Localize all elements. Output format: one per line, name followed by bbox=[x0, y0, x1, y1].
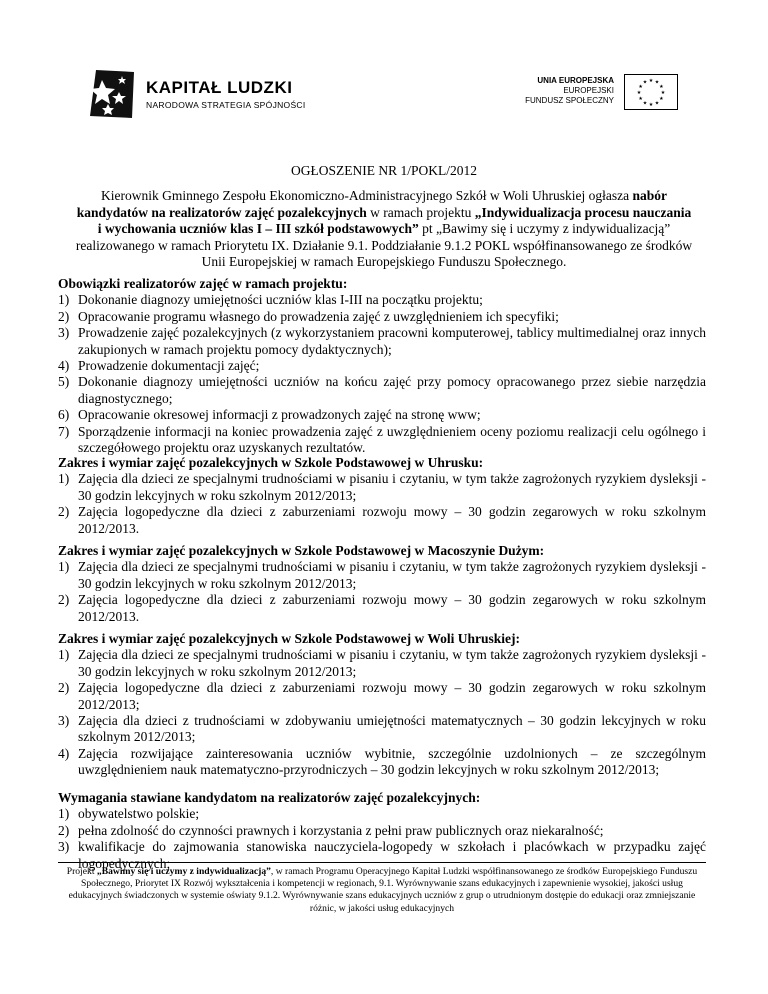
list-item bbox=[58, 647, 706, 680]
svg-text:★: ★ bbox=[659, 96, 664, 102]
list-number: 2) bbox=[58, 680, 70, 696]
list-text: Dokonanie diagnozy umiejętności uczniów klas I-III na początku projektu; bbox=[78, 292, 483, 308]
list-item bbox=[58, 746, 706, 779]
list-item bbox=[58, 471, 706, 504]
svg-text:★: ★ bbox=[642, 100, 648, 107]
intro-text-3: pt „Bawimy się i uczymy z indywidualizacją” realizowanego w ramach Priorytetu IX. Działanie 9.1. Poddziałanie 9.1.2 POKL współfinansowanego ze środków Unii Europejskiej w ramach Europejskiego Funduszu Społecznego. bbox=[75, 221, 693, 269]
section-heading: Wymagania stawiane kandydatom na realizatorów zajęć pozalekcyjnych: bbox=[58, 790, 481, 805]
footer-divider bbox=[58, 862, 706, 863]
svg-text:★: ★ bbox=[654, 100, 660, 107]
list-text: Zajęcia logopedyczne dla dzieci z zaburzeniami rozwoju mowy – 30 godzin zegarowych w roku szkolnym 2012/2013; bbox=[78, 680, 706, 712]
list-text: Opracowanie okresowej informacji z prowadzonych zajęć na stronę www; bbox=[78, 407, 481, 423]
list-number: 2) bbox=[58, 504, 70, 520]
list-number: 5) bbox=[58, 374, 70, 390]
list-text: pełna zdolność do czynności prawnych i korzystania z pełni praw publicznych oraz niekaralność; bbox=[78, 822, 604, 838]
list-number: 6) bbox=[58, 407, 70, 423]
eu-logo-text bbox=[525, 76, 614, 106]
footer-text-2: , w ramach Programu Operacyjnego Kapitał Ludzki współfinansowanego ze środków Europejskiego Funduszu Społecznego, Priorytet IX Rozwój wykształcenia i kompetencji w regionach, 9.1. Wyrównywanie szans edukacyjnych i zapewnienie wysokiej, jakości usług edukacyjnych świadczonych w systemie oświaty 9.1.2. Wyrównywanie szans edukacyjnych uczniów z grup o utrudnionym dostępie do edukacji oraz zmniejszanie różnic, w jakości usług edukacyjnych bbox=[68, 866, 698, 914]
list-item bbox=[58, 713, 706, 746]
intro-bold-2: „Indywidualizacja procesu nauczania i wychowania uczniów klas I – III szkół podstawowych” bbox=[97, 204, 692, 236]
list-item bbox=[58, 680, 706, 713]
list-number: 1) bbox=[58, 471, 70, 487]
svg-text:★: ★ bbox=[654, 79, 660, 86]
svg-text:★: ★ bbox=[638, 84, 643, 90]
list-number: 1) bbox=[58, 647, 70, 663]
list-item bbox=[58, 292, 706, 308]
list-number: 3) bbox=[58, 713, 70, 729]
section-requirements bbox=[58, 790, 706, 872]
list-number: 3) bbox=[58, 839, 70, 855]
svg-text:★: ★ bbox=[642, 79, 648, 86]
svg-text:★: ★ bbox=[638, 96, 643, 102]
list-number: 1) bbox=[58, 806, 70, 822]
list-text: obywatelstwo polskie; bbox=[78, 806, 200, 822]
intro-paragraph bbox=[74, 188, 694, 271]
list-item bbox=[58, 823, 706, 839]
list-item bbox=[58, 559, 706, 592]
eu-logo bbox=[508, 74, 678, 114]
intro-text-1: Kierownik Gminnego Zespołu Ekonomiczno-Administracyjnego Szkół w Woli Uhruskiej ogłasza bbox=[101, 188, 633, 203]
svg-text:★: ★ bbox=[648, 102, 654, 108]
list-number: 2) bbox=[58, 822, 70, 838]
kapital-ludzki-emblem-icon bbox=[86, 66, 138, 122]
wola-uhruska-list bbox=[58, 647, 706, 778]
svg-text:★: ★ bbox=[660, 90, 666, 96]
list-text: Zajęcia rozwijające zainteresowania uczniów wybitnie, szczególnie uzdolnionych – ze szczególnym uwzględnieniem nauk matematyczno-przyrodniczych – 30 godzin lekcyjnych w roku szkolnym 2012/2013; bbox=[78, 745, 706, 778]
list-item bbox=[58, 806, 706, 822]
list-text: Zajęcia dla dzieci ze specjalnymi trudnościami w pisaniu i czytaniu, w tym także zagrożonych ryzykiem dysleksji - 30 godzin lekcyjnych w roku szkolnym 2012/2013; bbox=[78, 647, 706, 679]
list-number: 2) bbox=[58, 592, 70, 608]
list-item bbox=[58, 325, 706, 358]
list-number: 2) bbox=[58, 308, 70, 324]
kapital-ludzki-title: KAPITAŁ LUDZKI bbox=[146, 78, 293, 97]
section-wola-uhruska bbox=[58, 631, 706, 779]
section-duties bbox=[58, 276, 706, 456]
list-text: Prowadzenie zajęć pozalekcyjnych (z wykorzystaniem pracowni komputerowej, tablicy multimedialnej oraz innych zakupionych w ramach projektu pomocy dydaktycznych); bbox=[78, 325, 706, 357]
list-text: Opracowanie programu własnego do prowadzenia zajęć z uwzględnieniem ich specyfiki; bbox=[78, 308, 559, 324]
list-item bbox=[58, 407, 706, 423]
list-text: Sporządzenie informacji na koniec prowadzenia zajęć z uwzględnieniem oceny poziomu realizacji celu ogólnego i szczegółowego projektu oraz uzyskanych rezultatów. bbox=[78, 423, 706, 456]
list-number: 3) bbox=[58, 325, 70, 341]
eu-logo-line3: FUNDUSZ SPOŁECZNY bbox=[525, 96, 614, 105]
list-item bbox=[58, 424, 706, 457]
footer-text-1: Projekt bbox=[66, 866, 97, 877]
list-number: 7) bbox=[58, 423, 70, 439]
list-item bbox=[58, 309, 706, 325]
list-text: Zajęcia logopedyczne dla dzieci z zaburzeniami rozwoju mowy – 30 godzin zegarowych w roku szkolnym 2012/2013. bbox=[78, 592, 706, 624]
list-number: 1) bbox=[58, 292, 70, 308]
section-heading: Zakres i wymiar zajęć pozalekcyjnych w Szkole Podstawowej w Macoszynie Dużym: bbox=[58, 543, 545, 558]
eu-logo-line2: EUROPEJSKI bbox=[563, 86, 614, 95]
list-item bbox=[58, 504, 706, 537]
list-text: Prowadzenie dokumentacji zajęć; bbox=[78, 358, 260, 374]
svg-text:★: ★ bbox=[636, 90, 642, 96]
list-text: Zajęcia dla dzieci ze specjalnymi trudnościami w pisaniu i czytaniu, w tym także zagrożonych ryzykiem dysleksji - 30 godzin lekcyjnych w roku szkolnym 2012/2013; bbox=[78, 559, 706, 591]
eu-flag-icon bbox=[624, 74, 678, 110]
section-macoszyn bbox=[58, 543, 706, 625]
list-text: kwalifikacje do zajmowania stanowiska nauczyciela-logopedy w szkołach i placówkach w przypadku zajęć logopedycznych; bbox=[78, 839, 706, 871]
list-item bbox=[58, 374, 706, 407]
list-text: Dokonanie diagnozy umiejętności uczniów na końcu zajęć przy pomocy opracowanego przez siebie narzędzia diagnostycznego; bbox=[78, 374, 706, 406]
duties-list bbox=[58, 292, 706, 456]
announcement-title: OGŁOSZENIE NR 1/POKL/2012 bbox=[291, 163, 477, 178]
list-number: 4) bbox=[58, 745, 70, 761]
svg-text:★: ★ bbox=[659, 84, 664, 90]
list-number: 4) bbox=[58, 358, 70, 374]
intro-bold-1: nabór kandydatów na realizatorów zajęć pozalekcyjnych bbox=[76, 188, 667, 220]
kapital-ludzki-subtitle: NARODOWA STRATEGIA SPÓJNOŚCI bbox=[146, 100, 306, 110]
uhrusk-list bbox=[58, 471, 706, 537]
svg-text:★: ★ bbox=[648, 78, 654, 84]
section-heading: Obowiązki realizatorów zajęć w ramach projektu: bbox=[58, 276, 348, 291]
list-text: Zajęcia dla dzieci z trudnościami w zdobywaniu umiejętności matematycznych – 30 godzin lekcyjnych w roku szkolnym 2012/2013; bbox=[78, 713, 706, 745]
kapital-ludzki-logo bbox=[86, 66, 326, 122]
eu-logo-line1: UNIA EUROPEJSKA bbox=[537, 76, 614, 85]
list-text: Zajęcia dla dzieci ze specjalnymi trudnościami w pisaniu i czytaniu, w tym także zagrożonych ryzykiem dysleksji - 30 godzin lekcyjnych w roku szkolnym 2012/2013; bbox=[78, 471, 706, 503]
list-text: Zajęcia logopedyczne dla dzieci z zaburzeniami rozwoju mowy – 30 godzin zegarowych w roku szkolnym 2012/2013. bbox=[78, 504, 706, 536]
list-item bbox=[58, 358, 706, 374]
footer-note bbox=[64, 866, 700, 915]
list-item bbox=[58, 592, 706, 625]
footer-project-name: „Bawimy się i uczymy z indywidualizacją” bbox=[96, 866, 271, 877]
section-heading: Zakres i wymiar zajęć pozalekcyjnych w Szkole Podstawowej w Uhrusku: bbox=[58, 455, 484, 470]
section-heading: Zakres i wymiar zajęć pozalekcyjnych w Szkole Podstawowej w Woli Uhruskiej: bbox=[58, 631, 520, 646]
list-number: 1) bbox=[58, 559, 70, 575]
intro-text-2: w ramach projektu bbox=[366, 204, 475, 220]
section-uhrusk bbox=[58, 455, 706, 537]
macoszyn-list bbox=[58, 559, 706, 625]
